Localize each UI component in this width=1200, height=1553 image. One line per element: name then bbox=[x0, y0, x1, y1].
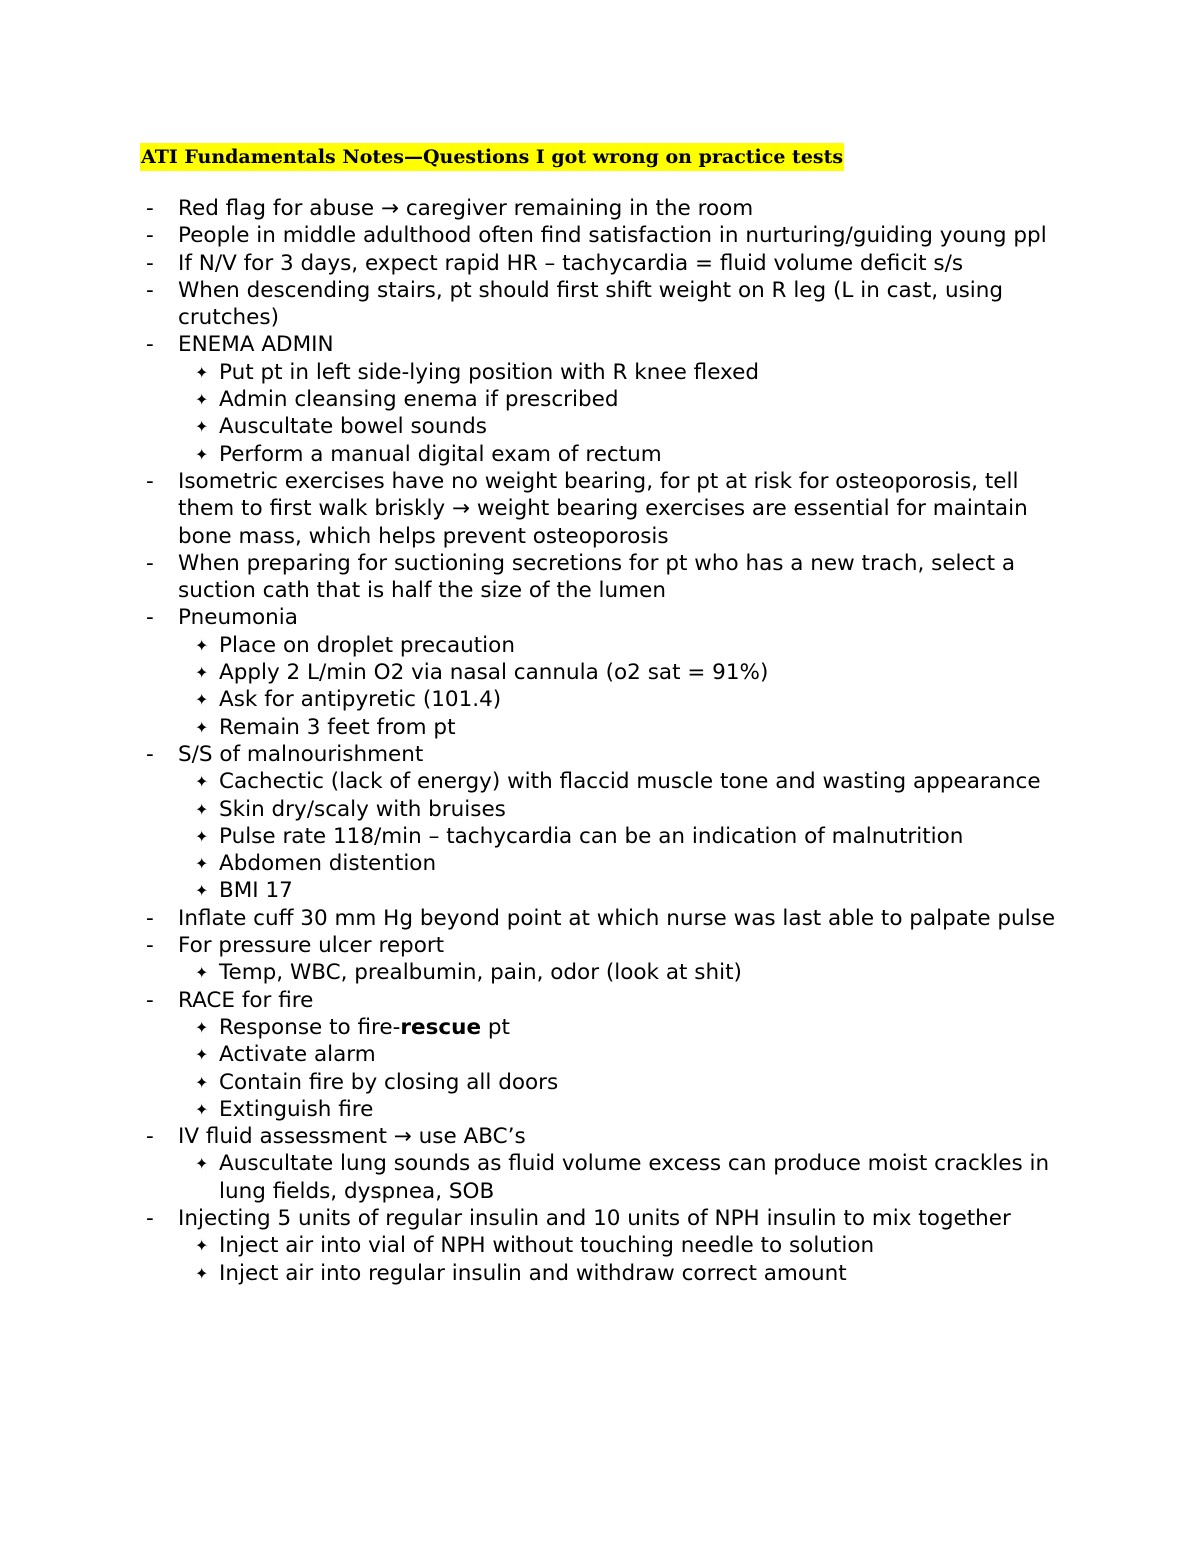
list-item bbox=[0, 987, 1068, 1014]
list-item bbox=[0, 331, 1068, 358]
sub-list-item-text: Place on droplet precaution bbox=[219, 632, 515, 658]
list-item bbox=[0, 1123, 1068, 1150]
list-item bbox=[0, 195, 1068, 222]
sub-list-item bbox=[0, 386, 1068, 413]
list-item-text: Inflate cuff 30 mm Hg beyond point at which nurse was last able to palpate pulse bbox=[178, 905, 1056, 931]
sub-list-item-text: Auscultate bowel sounds bbox=[219, 414, 487, 440]
star-bullet-icon: ✦ bbox=[195, 772, 209, 792]
dash-bullet-icon: - bbox=[146, 987, 154, 1013]
list-item-text: Isometric exercises have no weight bearing, for pt at risk for osteoporosis, tell them to first walk briskly → weight bearing exercises are essential for maintain bone mass, which helps prevent osteoporosis bbox=[178, 468, 1028, 549]
dash-bullet-icon: - bbox=[146, 1205, 154, 1231]
sub-list-item-text: Perform a manual digital exam of rectum bbox=[219, 441, 662, 467]
star-bullet-icon: ✦ bbox=[195, 1099, 209, 1119]
sub-list-item-text: BMI 17 bbox=[219, 878, 293, 904]
sub-list-item-text: Admin cleansing enema if prescribed bbox=[219, 387, 619, 413]
sub-list-item bbox=[0, 823, 1068, 850]
list-item-text: Red flag for abuse → caregiver remaining in the room bbox=[178, 196, 754, 221]
dash-bullet-icon: - bbox=[146, 741, 154, 767]
sub-list-item bbox=[0, 1041, 1068, 1068]
notes-list bbox=[0, 195, 1200, 1287]
sub-list-item bbox=[0, 714, 1068, 741]
dash-bullet-icon: - bbox=[146, 196, 154, 221]
list-item-text: For pressure ulcer report bbox=[178, 933, 445, 959]
dash-bullet-icon: - bbox=[146, 605, 154, 631]
star-bullet-icon: ✦ bbox=[195, 1236, 209, 1256]
star-bullet-icon: ✦ bbox=[195, 854, 209, 874]
sub-list-item-text: Activate alarm bbox=[219, 1042, 376, 1068]
star-bullet-icon: ✦ bbox=[195, 1017, 209, 1037]
list-item bbox=[0, 1205, 1068, 1232]
sub-list-item-text: Put pt in left side-lying position with R knee flexed bbox=[219, 359, 759, 385]
star-bullet-icon: ✦ bbox=[195, 635, 209, 655]
star-bullet-icon: ✦ bbox=[195, 826, 209, 846]
list-item-text: S/S of malnourishment bbox=[178, 741, 424, 767]
dash-bullet-icon: - bbox=[146, 468, 154, 494]
sub-list-item-text: Pulse rate 118/min – tachycardia can be an indication of malnutrition bbox=[219, 823, 964, 849]
list-item bbox=[0, 550, 1068, 605]
star-bullet-icon: ✦ bbox=[195, 1072, 209, 1092]
sub-list-item bbox=[0, 1232, 1068, 1259]
sub-list-item bbox=[0, 1150, 1068, 1205]
sub-list-item bbox=[0, 359, 1068, 386]
sub-list-item-text: Remain 3 feet from pt bbox=[219, 714, 456, 740]
sub-list-item bbox=[0, 850, 1068, 877]
star-bullet-icon: ✦ bbox=[195, 1154, 209, 1174]
list-item-text: When descending stairs, pt should first shift weight on R leg (L in cast, using crutches) bbox=[178, 277, 1004, 331]
sub-list-item-text: Inject air into vial of NPH without touching needle to solution bbox=[219, 1233, 875, 1259]
sub-list-item-text: Auscultate lung sounds as fluid volume excess can produce moist crackles in lung fields, dyspnea, SOB bbox=[219, 1151, 1050, 1204]
list-item-text: When preparing for suctioning secretions for pt who has a new trach, select a suction cath that is half the size of the lumen bbox=[178, 550, 1016, 604]
list-item-text: Injecting 5 units of regular insulin and 10 units of NPH insulin to mix together bbox=[178, 1205, 1011, 1231]
list-item bbox=[0, 468, 1068, 550]
document-title: ATI Fundamentals Notes—Questions I got wrong on practice tests bbox=[140, 143, 844, 171]
sub-list-item bbox=[0, 1096, 1068, 1123]
sub-list-item bbox=[0, 413, 1068, 440]
list-item-text: Pneumonia bbox=[178, 605, 298, 631]
star-bullet-icon: ✦ bbox=[195, 963, 209, 983]
star-bullet-icon: ✦ bbox=[195, 390, 209, 410]
sub-list-item bbox=[0, 959, 1068, 986]
sub-list-item bbox=[0, 659, 1068, 686]
sub-list-item bbox=[0, 441, 1068, 468]
star-bullet-icon: ✦ bbox=[195, 663, 209, 683]
sub-list-item-text: Contain fire by closing all doors bbox=[219, 1069, 559, 1095]
list-item-text: People in middle adulthood often find satisfaction in nurturing/guiding young ppl bbox=[178, 223, 1047, 249]
star-bullet-icon: ✦ bbox=[195, 799, 209, 819]
sub-list-item-text: Inject air into regular insulin and withdraw correct amount bbox=[219, 1260, 847, 1286]
sub-list-item-text: Cachectic (lack of energy) with flaccid muscle tone and wasting appearance bbox=[219, 769, 1041, 795]
sub-list-item bbox=[0, 1260, 1068, 1287]
list-item bbox=[0, 905, 1068, 932]
list-item bbox=[0, 604, 1068, 631]
sub-list-item bbox=[0, 632, 1068, 659]
dash-bullet-icon: - bbox=[146, 223, 154, 249]
star-bullet-icon: ✦ bbox=[195, 1045, 209, 1065]
sub-list-item-text: Abdomen distention bbox=[219, 851, 437, 877]
list-item bbox=[0, 222, 1068, 249]
dash-bullet-icon: - bbox=[146, 1124, 154, 1150]
dash-bullet-icon: - bbox=[146, 277, 154, 303]
sub-list-item bbox=[0, 1014, 1068, 1041]
dash-bullet-icon: - bbox=[146, 905, 154, 931]
list-item-text: RACE for fire bbox=[178, 987, 314, 1013]
sub-list-item bbox=[0, 686, 1068, 713]
emphasized-text: rescue bbox=[400, 1014, 482, 1040]
star-bullet-icon: ✦ bbox=[195, 690, 209, 710]
dash-bullet-icon: - bbox=[146, 332, 154, 358]
dash-bullet-icon: - bbox=[146, 933, 154, 959]
list-item-text: ENEMA ADMIN bbox=[178, 332, 334, 358]
sub-list-item-text: Temp, WBC, prealbumin, pain, odor (look at shit) bbox=[219, 960, 742, 986]
sub-list-item-text: Response to fire- bbox=[219, 1014, 401, 1040]
star-bullet-icon: ✦ bbox=[195, 444, 209, 464]
list-item-text: IV fluid assessment → use ABC’s bbox=[178, 1124, 526, 1150]
sub-list-item-text: Skin dry/scaly with bruises bbox=[219, 796, 506, 822]
dash-bullet-icon: - bbox=[146, 250, 154, 276]
dash-bullet-icon: - bbox=[146, 550, 154, 576]
list-item bbox=[0, 741, 1068, 768]
sub-list-item-text: Ask for antipyretic (101.4) bbox=[219, 687, 502, 713]
star-bullet-icon: ✦ bbox=[195, 362, 209, 382]
sub-list-item bbox=[0, 796, 1068, 823]
star-bullet-icon: ✦ bbox=[195, 417, 209, 437]
sub-list-item bbox=[0, 1069, 1068, 1096]
list-item bbox=[0, 277, 1068, 332]
sub-list-item bbox=[0, 768, 1068, 795]
list-item bbox=[0, 932, 1068, 959]
sub-list-item-text: Extinguish fire bbox=[219, 1096, 374, 1122]
sub-list-item bbox=[0, 877, 1068, 904]
star-bullet-icon: ✦ bbox=[195, 717, 209, 737]
list-item-text: If N/V for 3 days, expect rapid HR – tachycardia = fluid volume deficit s/s bbox=[178, 250, 964, 276]
star-bullet-icon: ✦ bbox=[195, 881, 209, 901]
star-bullet-icon: ✦ bbox=[195, 1263, 209, 1283]
sub-list-item-text: pt bbox=[481, 1014, 510, 1040]
list-item bbox=[0, 250, 1068, 277]
sub-list-item-text: Apply 2 L/min O2 via nasal cannula (o2 sat = 91%) bbox=[219, 660, 769, 686]
